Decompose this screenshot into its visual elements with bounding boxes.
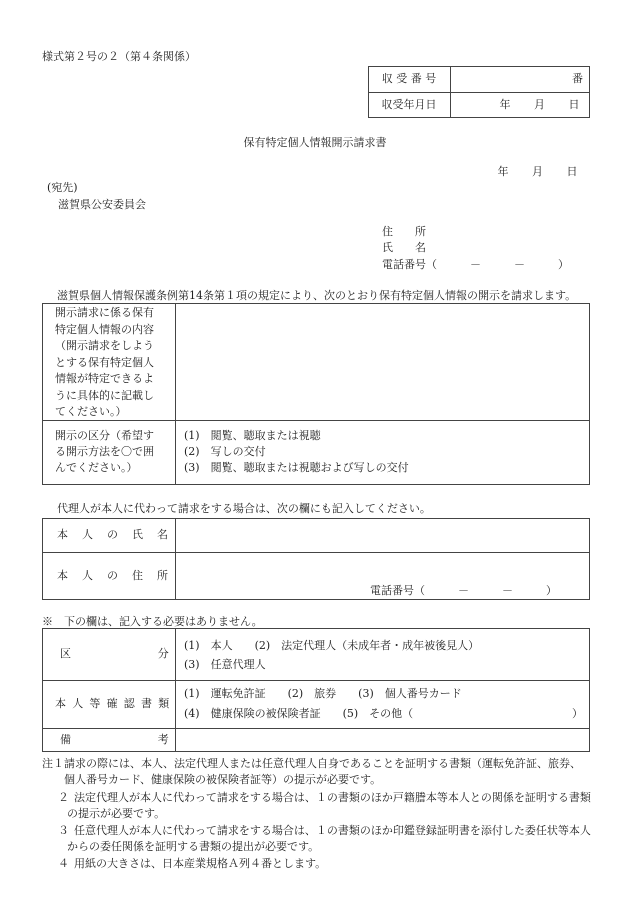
disclosure-category-label-line: んでください。） [55, 461, 138, 474]
principal-phone-label: 電話番号（ － － ） [370, 584, 557, 597]
note-3-label: ３ [58, 824, 69, 837]
classification-label: 区 分 [60, 647, 175, 660]
request-content-label-line: 開示請求に係る保有 [55, 306, 154, 319]
note-3-line: 任意代理人が本人に代わって請求をする場合は、１の書類のほか印鑑登録証明書を添付した委任状等本人 [74, 824, 591, 837]
applicant-name-label: 氏 名 [382, 241, 426, 254]
remarks-field [176, 729, 589, 751]
disclosure-category-label-line: る開示方法を〇で囲 [55, 445, 154, 458]
receipt-number-unit: 番 [572, 72, 583, 85]
applicant-phone-label: 電話番号（ － － ） [382, 258, 569, 271]
classification-options-line: (1) 本人 (2) 法定代理人（未成年者・成年被後見人） [184, 639, 480, 652]
applicant-address-label: 住 所 [382, 225, 426, 238]
receipt-number-label: 収 受 番 号 [381, 72, 437, 85]
disclosure-category-label [55, 428, 154, 476]
id-documents-other-close: ） [572, 707, 583, 720]
receipt-date-units: 年 月 日 [499, 98, 580, 111]
note-4-label: ４ [58, 857, 69, 870]
intro-paragraph: 滋賀県個人情報保護条例第14条第１項の規定により、次のとおり保有特定個人情報の開示を請求します。 [57, 289, 577, 302]
note-1-line: 個人番号カード、健康保険の被保険者証等）の提示が必要です。 [64, 773, 382, 786]
request-content-label-line: うに具体的に記載し [55, 388, 154, 402]
note-2-line: 法定代理人が本人に代わって請求をする場合は、１の書類のほか戸籍謄本等本人との関係を証明する書類 [74, 791, 591, 804]
request-content-label [55, 305, 154, 421]
proxy-instruction: 代理人が本人に代わって請求をする場合は、次の欄にも記入してください。 [57, 502, 431, 515]
request-content-field[interactable] [176, 304, 589, 419]
remarks-label: 備 考 [60, 733, 175, 746]
disclosure-category-label-line: 開示の区分（希望す [55, 429, 154, 442]
id-documents-label: 本人等確認書類 [55, 697, 176, 710]
disclosure-category-options [184, 428, 409, 476]
page-title: 保有特定個人情報開示請求書 [243, 136, 387, 149]
disclosure-option-both[interactable]: (3) 閲覧、聴取または視聴および写しの交付 [184, 461, 409, 474]
disclosure-option-view[interactable]: (1) 閲覧、聴取または視聴 [184, 429, 321, 442]
form-code: 様式第２号の２（第４条関係） [42, 50, 196, 63]
classification-options-line: (3) 任意代理人 [184, 658, 266, 671]
principal-name-field[interactable] [176, 519, 589, 551]
addressee-name: 滋賀県公安委員会 [58, 198, 146, 211]
request-content-label-line: （開示請求をしよう [55, 339, 154, 352]
id-documents-options-line: (1) 運転免許証 (2) 旅券 (3) 個人番号カード [184, 687, 462, 700]
addressee-prefix: (宛先) [47, 181, 78, 194]
receipt-box-divider-horizontal [368, 92, 590, 93]
disclosure-option-copy[interactable]: (2) 写しの交付 [184, 445, 266, 458]
principal-name-label: 本 人 の 氏 名 [57, 528, 170, 541]
id-documents-options-line: (4) 健康保険の被保険者証 (5) その他（ [184, 707, 414, 720]
request-content-label-line: とする保有特定個人 [55, 355, 154, 369]
note-3-line: からの委任関係を証明する書類の提出が必要です。 [67, 840, 320, 853]
office-table-row-divider [42, 680, 590, 681]
note-2-line: の提示が必要です。 [67, 807, 166, 820]
request-content-label-line: 情報が特定できるよ [55, 372, 154, 385]
request-content-label-line: 特定個人情報の内容 [55, 322, 154, 336]
request-content-label-line: てください。） [55, 405, 127, 418]
receipt-date-label: 収受年月日 [381, 98, 437, 111]
principal-address-label: 本 人 の 住 所 [57, 569, 170, 582]
note-1-label: 注１ [42, 757, 64, 770]
request-date: 年 月 日 [497, 165, 578, 178]
note-2-label: ２ [58, 791, 69, 804]
note-1-line: 請求の際には、本人、法定代理人または任意代理人自身であることを証明する書類（運転免許証、旅券、 [64, 757, 581, 770]
office-use-notice: ※ 下の欄は、記入する必要はありません。 [42, 615, 263, 628]
note-4-line: 用紙の大きさは、日本産業規格Ａ列４番とします。 [74, 857, 327, 870]
